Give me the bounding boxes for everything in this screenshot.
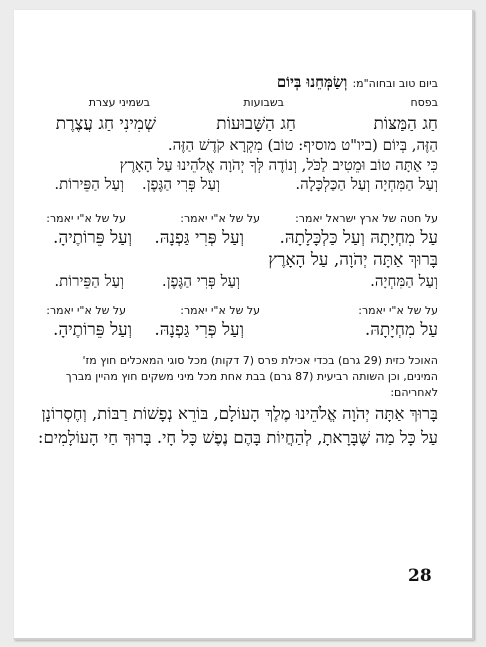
holiday-insert bbox=[277, 72, 438, 92]
abroad-line1-c: וְעַל פֵּרוֹתֶיהָ. bbox=[53, 320, 132, 340]
blessing-line-2: עַל כָּל מַה שֶּׁבָּרָאתָ, לְהַחֲיוֹת בָּהֶם נֶפֶשׁ כָּל חָי. בָּרוּךְ חַי הָעוֹלָמִים: bbox=[37, 428, 438, 447]
holiday-pesach-label: בפסח bbox=[410, 96, 438, 109]
israel-line3-b: וְעַל פְּרִי הַגֶּפֶן. bbox=[161, 272, 240, 290]
instruction-line-1: האוכל כזית (29 גרם) בכדי אכילת פרס (7 דקות) מכל סוגי המאכלים חוץ מז' bbox=[82, 354, 438, 367]
israel-line2: בָּרוּךְ אַתָּה יְהֹוָה, עַל הָאָרֶץ bbox=[268, 250, 438, 270]
israel-line3-c: וְעַל הַפֵּירוֹת. bbox=[54, 272, 124, 290]
holiday-line5-c: וְעַל הַפֵּירוֹת. bbox=[54, 175, 124, 193]
israel-line1-b: וְעַל פְּרִי גַּפְנָהּ. bbox=[154, 228, 244, 248]
israel-line1-a: עַל מִחְיָתָהּ וְעַל כַּלְכָּלָתָהּ. bbox=[279, 228, 438, 248]
blessing-line-1: בָּרוּךְ אַתָּה יְהֹוָה אֱלֹהֵינוּ מֶלֶךְ הָעוֹלָם, בּוֹרֵא נְפָשׁוֹת רַבּוֹת, וְחֶסְרוֹנָן bbox=[41, 404, 438, 423]
abroad-header-grain: על של א"י יאמר: bbox=[358, 304, 438, 317]
holiday-line5-a: וְעַל הַמִּחְיָה וְעַל הַכַּלְכָּלָה. bbox=[295, 175, 438, 193]
holiday-pesach-text: חַג הַמַּצּוֹת bbox=[373, 114, 438, 134]
israel-header-wheat: על חטה של ארץ ישראל יאמר: bbox=[295, 212, 438, 225]
holiday-label: ביום טוב ובחוה"מ: bbox=[352, 77, 438, 90]
israel-header-fruit: על של א"י יאמר: bbox=[46, 212, 126, 225]
holiday-shavuot-text: חַג הַשָּׁבוּעוֹת bbox=[216, 114, 296, 134]
abroad-line1-a: עַל מִחְיָתָהּ. bbox=[364, 320, 438, 340]
instruction-line-2: המינים, וכן השותה רביעית (87 גרם) בבת אחת מכל מיני משקים חוץ מהיין מברך bbox=[65, 370, 438, 383]
page-number: 28 bbox=[408, 566, 432, 586]
abroad-line1-b: וְעַל פְּרִי גַּפְנָהּ. bbox=[154, 320, 244, 340]
holiday-shavuot-label: בשבועות bbox=[243, 96, 284, 109]
holiday-line3: הַזֶּה, בְּיוֹם (ביו"ט מוסיף: טוֹב) מִקְרָא קֹדֶשׁ הַזֶּה. bbox=[167, 136, 438, 154]
holiday-text: וְשַׂמְּחֵנוּ בְּיוֹם bbox=[276, 73, 348, 91]
israel-line1-c: וְעַל פֵּרוֹתֶיהָ. bbox=[53, 228, 132, 248]
israel-line3-a: וְעַל הַמִּחְיָה. bbox=[370, 272, 438, 290]
holiday-shemini-label: בשמיני עצרת bbox=[88, 96, 150, 109]
abroad-header-wine: על של א"י יאמר: bbox=[180, 304, 260, 317]
instruction-line-3: לאחריהם: bbox=[390, 386, 438, 399]
holiday-line4: כִּי אַתָּה טוֹב וּמֵטִיב לַכֹּל, וְנוֹדֶה לְּךָ יְהֹוָה אֱלֹהֵינוּ עַל הָאָרֶץ bbox=[119, 156, 438, 174]
holiday-line5-b: וְעַל פְּרִי הַגֶּפֶן. bbox=[141, 175, 220, 193]
prayer-book-page bbox=[14, 10, 474, 640]
israel-header-wine: על של א"י יאמר: bbox=[180, 212, 260, 225]
abroad-header-fruit: על של א"י יאמר: bbox=[46, 304, 126, 317]
holiday-shemini-text: שְׁמִינִי חַג עֲצֶרֶת bbox=[55, 114, 156, 134]
